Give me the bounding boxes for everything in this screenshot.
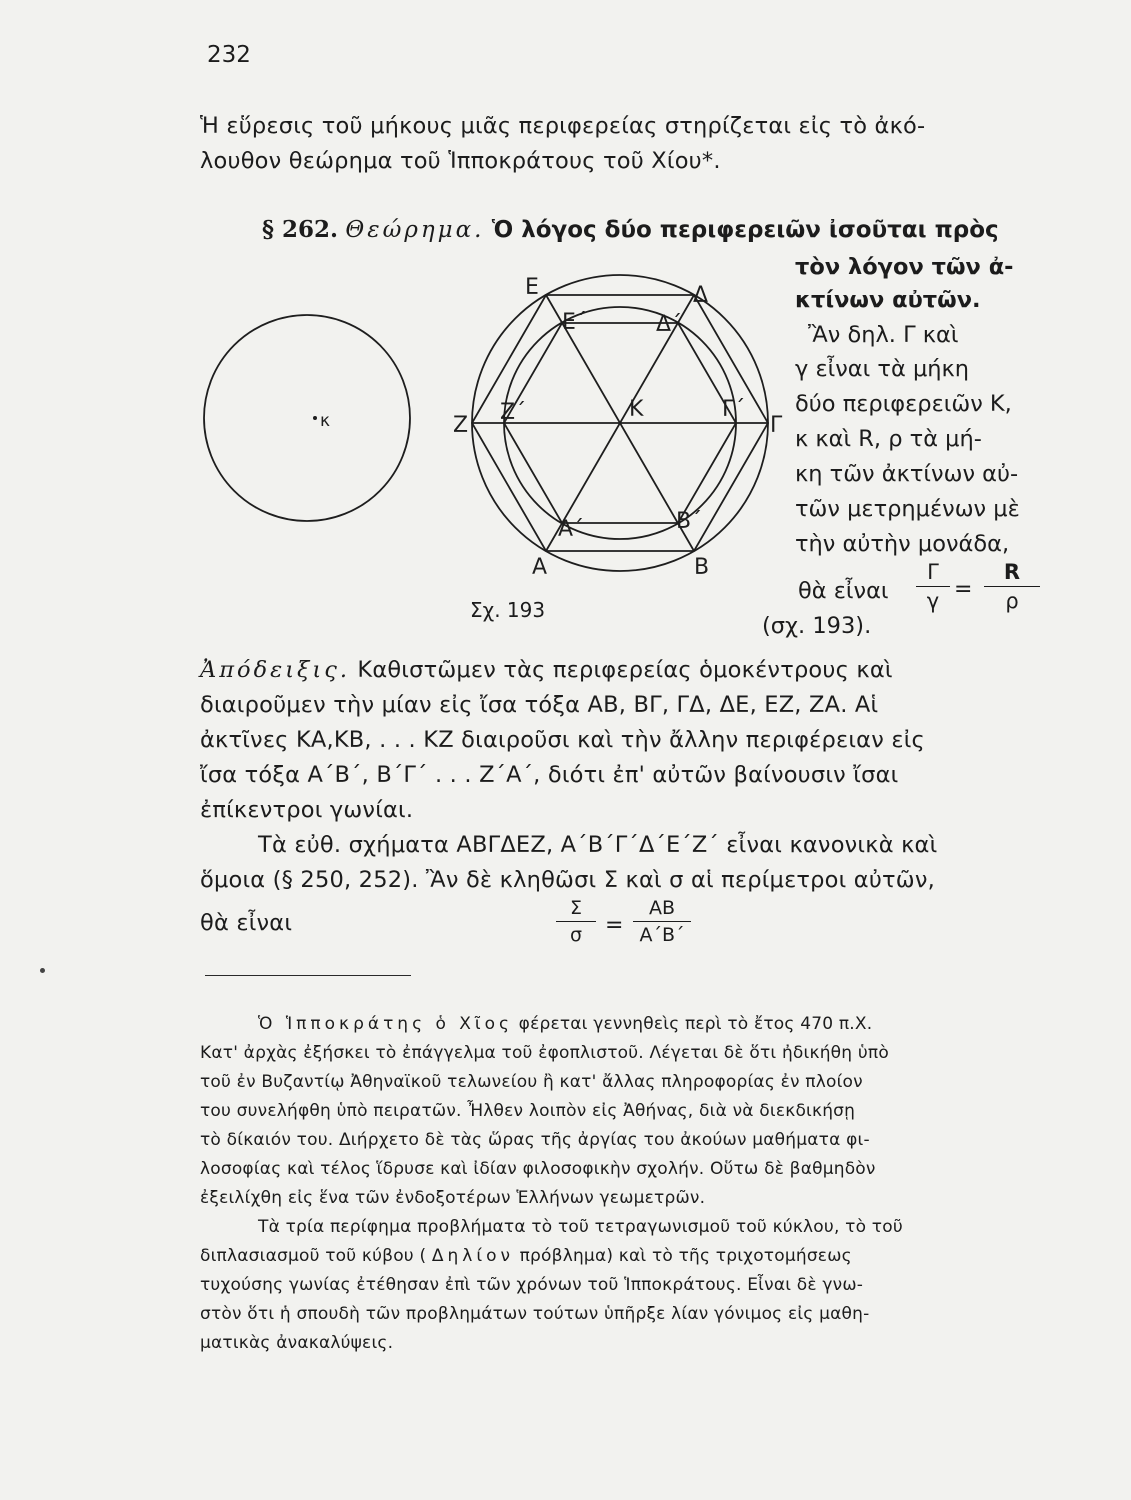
label-Z: Ζ — [453, 413, 469, 438]
small-circle-center — [313, 416, 317, 420]
side-text-1: Ἂν δηλ. Γ καὶ — [808, 322, 959, 348]
proof-line-7: ὅμοια (§ 250, 252). Ἂν δὲ κληθῶσι Σ καὶ σ αἱ περίμετροι αὐτῶν, — [200, 867, 935, 893]
label-B: Β — [694, 555, 710, 580]
theorem-statement-2: τὸν λόγον τῶν ἀ- — [795, 254, 1014, 280]
footnote-line-9-a: διπλασιασμοῦ τοῦ κύβου ( — [200, 1246, 427, 1266]
proof-line-6: Τὰ εὐθ. σχήματα ΑΒΓΔΕΖ, Α΄Β΄Γ΄Δ΄Ε΄Ζ΄ εἶναι κανονικὰ καὶ — [258, 832, 938, 858]
figure-caption: Σχ. 193 — [470, 598, 546, 622]
footnote-line-1-rest: φέρεται γεννηθεὶς περὶ τὸ ἔτος 470 π.Χ. — [518, 1014, 873, 1034]
footnote-line-2: Κατ' ἀρχὰς ἐξήσκει τὸ ἐπάγγελμα τοῦ ἐφοπλιστοῦ. Λέγεται δὲ ὅτι ἠδικήθη ὑπὸ — [200, 1043, 889, 1063]
label-D-prime: Δ΄ — [656, 312, 683, 337]
fraction-bar — [633, 921, 691, 922]
proof-line-1 — [200, 657, 893, 683]
footnote-line-6: λοσοφίας καὶ τέλος ἵδρυσε καὶ ἰδίαν φιλοσοφικὴν σχολήν. Οὕτω δὲ βαθμηδὸν — [200, 1159, 876, 1179]
fraction-bar — [556, 921, 596, 922]
side-fraction-left-den: γ — [926, 589, 940, 613]
theorem-number: § 262. — [262, 216, 339, 243]
side-text-4: κ καὶ R, ρ τὰ μή- — [795, 426, 982, 452]
label-G-prime: Γ΄ — [722, 397, 746, 422]
proof-fraction-right-num: ΑΒ — [648, 897, 676, 919]
theorem-label: Θεώρημα. — [345, 217, 485, 243]
label-D: Δ — [693, 283, 709, 308]
fraction-bar — [916, 586, 950, 587]
side-text-5: κη τῶν ἀκτίνων αὐ- — [795, 461, 1019, 487]
side-text-3: δύο περιφερειῶν Κ, — [795, 391, 1012, 417]
proof-line-4: ἴσα τόξα Α΄Β΄, Β΄Γ΄ . . . Ζ΄Α΄, διότι ἐπ' αὐτῶν βαίνουσιν ἴσαι — [200, 762, 899, 788]
label-A-prime: Α΄ — [558, 517, 585, 542]
proof-fraction-left — [556, 897, 596, 946]
proof-label: Ἀπόδειξις. — [200, 657, 350, 683]
footnote-line-7: ἐξειλίχθη εἰς ἕνα τῶν ἐνδοξοτέρων Ἑλλήνων γεωμετρῶν. — [200, 1188, 706, 1208]
footnote-line-5: τὸ δίκαιόν του. Διήρχετο δὲ τὰς ὥρας τῆς ἀργίας του ἀκούων μαθήματα φι- — [200, 1130, 870, 1150]
side-fraction-right-den: ρ — [1005, 589, 1019, 613]
proof-equals: = — [605, 913, 624, 938]
proof-fraction-right — [633, 897, 691, 946]
side-formula-prefix: θὰ εἶναι — [798, 578, 889, 604]
small-circle-label: κ — [320, 411, 331, 431]
side-fraction-right-num: R — [1003, 560, 1021, 584]
footnote-line-9 — [200, 1246, 852, 1266]
label-center-K: Κ — [629, 397, 644, 422]
theorem-heading — [262, 216, 999, 243]
proof-line-1-rest: Καθιστῶμεν τὰς περιφερείας ὁμοκέντρους καὶ — [357, 657, 893, 683]
proof-line-3: ἀκτῖνες ΚΑ,ΚΒ, . . . ΚΖ διαιροῦσι καὶ τὴν ἄλλην περιφέρειαν εἰς — [200, 727, 925, 753]
theorem-statement-3: κτίνων αὐτῶν. — [795, 287, 981, 313]
proof-fraction-right-den: Α΄Β΄ — [639, 924, 685, 946]
proof-fraction-left-den: σ — [569, 924, 583, 946]
footnote-line-8: Τὰ τρία περίφημα προβλήματα τὸ τοῦ τετραγωνισμοῦ τοῦ κύκλου, τὸ τοῦ — [258, 1217, 903, 1237]
footnote-name: Ὁ Ἱπποκράτης ὁ Χῖος — [258, 1014, 514, 1034]
intro-line-2: λουθον θεώρημα τοῦ Ἱπποκράτους τοῦ Χίου*. — [200, 148, 721, 174]
side-fraction-left-num: Γ — [927, 560, 939, 584]
side-fraction-left — [916, 560, 950, 613]
fraction-bar — [984, 586, 1040, 587]
side-fraction-right — [984, 560, 1040, 613]
label-B-prime: Β΄ — [676, 509, 703, 534]
page-number: 232 — [207, 42, 251, 68]
label-E-prime: Ε΄ — [562, 310, 587, 335]
intro-line-1: Ἡ εὕρεσις τοῦ μήκους μιᾶς περιφερείας στηρίζεται εἰς τὸ ἀκό- — [200, 113, 926, 139]
figure-193 — [195, 270, 790, 600]
footnote-line-12: ματικὰς ἀνακαλύψεις. — [200, 1333, 394, 1353]
proof-line-5: ἐπίκεντροι γωνίαι. — [200, 797, 414, 823]
side-text-2: γ εἶναι τὰ μήκη — [795, 356, 970, 382]
footnote-line-10: τυχούσης γωνίας ἐτέθησαν ἐπὶ τῶν χρόνων τοῦ Ἱπποκράτους. Εἶναι δὲ γνω- — [200, 1275, 864, 1295]
label-G: Γ — [770, 413, 783, 438]
label-A: Α — [532, 555, 548, 580]
side-text-7: τὴν αὐτὴν μονάδα, — [795, 531, 1010, 557]
proof-fraction-left-num: Σ — [569, 897, 582, 919]
page-speck — [40, 968, 45, 973]
label-E: Ε — [525, 275, 539, 300]
footnote-line-3: τοῦ ἐν Βυζαντίῳ Ἀθηναϊκοῦ τελωνείου ἢ κατ' ἄλλας πληροφορίας ἐν πλοίον — [200, 1072, 863, 1092]
footnote-line-9-b: Δηλίον — [431, 1246, 515, 1266]
footnote-line-4: του συνελήφθη ὑπὸ πειρατῶν. Ἦλθεν λοιπὸν εἰς Ἀθήνας, διὰ νὰ διεκδικήσῃ — [200, 1101, 856, 1121]
footnote-line-11: στὸν ὅτι ἡ σπουδὴ τῶν προβλημάτων τούτων ὑπῆρξε λίαν γόνιμος εἰς μαθη- — [200, 1304, 870, 1324]
side-formula-reference: (σχ. 193). — [762, 613, 872, 639]
proof-line-8: θὰ εἶναι — [200, 910, 293, 936]
side-text-6: τῶν μετρημένων μὲ — [795, 496, 1020, 522]
footnote-line-9-c: πρόβλημα) καὶ τὸ τῆς τριχοτομήσεως — [519, 1246, 852, 1266]
proof-line-2: διαιροῦμεν τὴν μίαν εἰς ἴσα τόξα ΑΒ, ΒΓ, ΓΔ, ΔΕ, ΕΖ, ΖΑ. Αἱ — [200, 692, 879, 718]
footnote-rule — [205, 975, 411, 976]
small-circle — [204, 315, 410, 521]
side-equals: = — [954, 577, 973, 602]
footnote-line-1 — [258, 1014, 872, 1034]
label-Z-prime: Ζ΄ — [500, 400, 527, 425]
theorem-statement-1: Ὁ λόγος δύο περιφερειῶν ἰσοῦται πρὸς — [491, 217, 999, 243]
